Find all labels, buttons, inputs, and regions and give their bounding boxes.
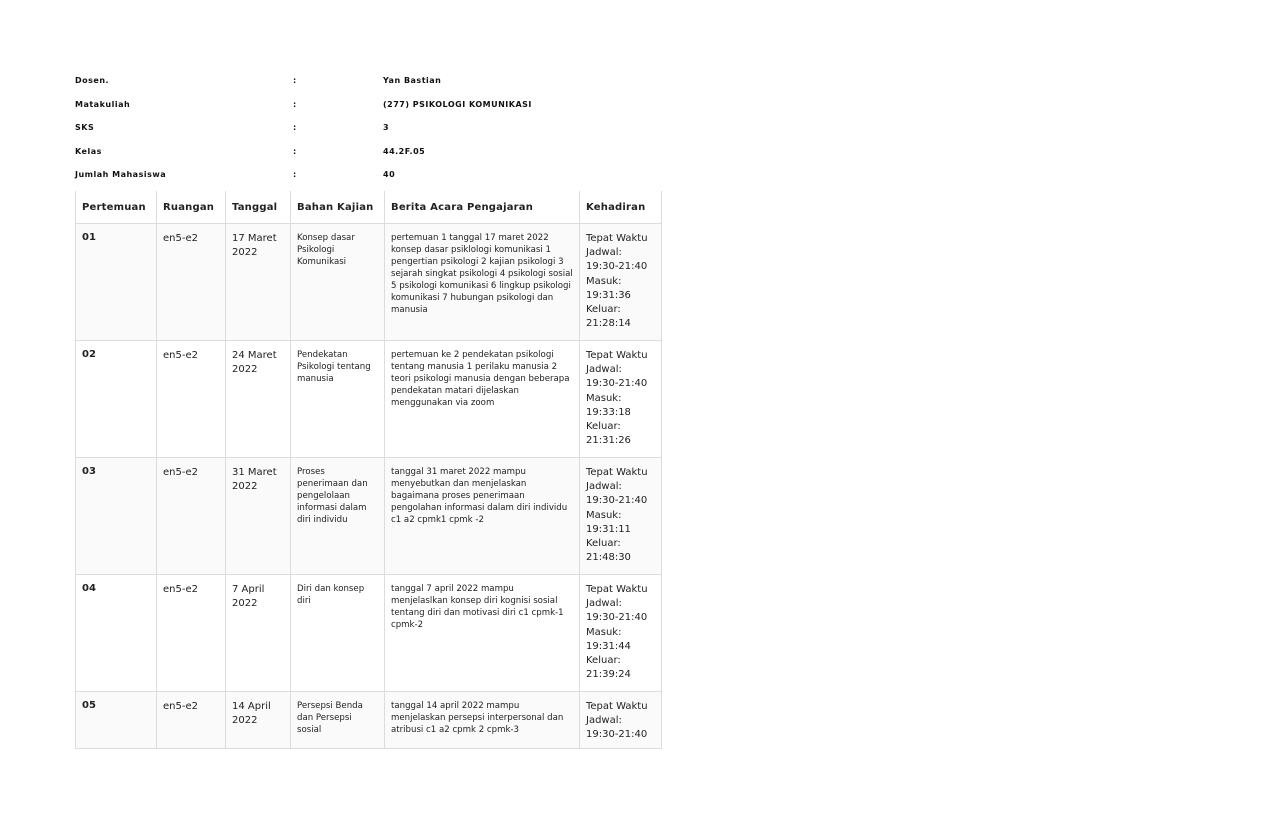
cell-berita-acara: tanggal 7 april 2022 mampu menjelaslkan konsep diri kognisi sosial tentang diri dan motivasi diri c1 cpmk-1 cpmk-2	[385, 575, 580, 692]
cell-berita-acara: pertemuan 1 tanggal 17 maret 2022 konsep dasar psiklologi komunikasi 1 pengertian psikologi 2 kajian psikologi 3 sejarah singkat psikologi 4 psikologi sosial 5 psikologi komunikasi 6 lingkup psikologi komunikasi 7 hubungan psikologi dan manusia	[385, 224, 580, 341]
check-out-label: Keluar:	[586, 655, 621, 667]
check-out-time: 21:28:14	[586, 318, 631, 330]
check-out-time: 21:31:26	[586, 435, 631, 447]
attendance-status: Tepat Waktu	[586, 701, 648, 712]
info-colon: :	[293, 170, 297, 179]
check-in-label: Masuk:	[586, 275, 622, 287]
info-row-dosen	[75, 76, 675, 100]
info-colon: :	[293, 76, 297, 85]
info-value: Yan Bastian	[383, 76, 442, 85]
info-label: Kelas	[75, 146, 102, 156]
info-colon: :	[293, 146, 297, 156]
check-in-label: Masuk:	[586, 509, 622, 521]
cell-tanggal: 7 April 2022	[226, 575, 291, 692]
check-out-label: Keluar:	[586, 421, 621, 433]
check-in-label: Masuk:	[586, 392, 622, 404]
schedule-label: Jadwal:	[586, 364, 622, 376]
info-label: Dosen.	[75, 76, 110, 85]
cell-bahan-kajian: Proses penerimaan dan pengelolaan informasi dalam diri individu	[291, 458, 385, 575]
check-out-time: 21:48:30	[586, 552, 631, 564]
cell-kehadiran	[580, 341, 662, 458]
info-row-kelas	[75, 147, 675, 171]
schedule-time: 19:30-21:40	[586, 612, 648, 624]
cell-bahan-kajian: Konsep dasar Psikologi Komunikasi	[291, 224, 385, 341]
table-row	[76, 692, 662, 749]
teaching-report-table	[75, 191, 662, 749]
check-in-time: 19:33:18	[586, 406, 631, 418]
cell-tanggal: 31 Maret 2022	[226, 458, 291, 575]
schedule-label: Jadwal:	[586, 598, 622, 610]
attendance-status: Tepat Waktu	[586, 584, 648, 595]
cell-berita-acara: tanggal 14 april 2022 mampu menjelaskan persepsi interpersonal dan atribusi c1 a2 cpmk 2 cpmk-3	[385, 692, 580, 749]
schedule-label: Jadwal:	[586, 715, 622, 727]
cell-berita-acara: pertemuan ke 2 pendekatan psikologi tentang manusia 1 perilaku manusia 2 teori psikologi manusia dengan beberapa pendekatan matari dijelaskan menggunakan via zoom	[385, 341, 580, 458]
cell-kehadiran	[580, 692, 662, 749]
check-out-label: Keluar:	[586, 538, 621, 550]
schedule-time: 19:30-21:40	[586, 495, 648, 507]
cell-ruangan: en5-e2	[157, 692, 226, 749]
schedule-label: Jadwal:	[586, 247, 622, 259]
table-row	[76, 341, 662, 458]
header-tanggal: Tanggal	[226, 191, 291, 224]
table-row	[76, 575, 662, 692]
check-in-time: 19:31:36	[586, 289, 631, 301]
cell-tanggal: 24 Maret 2022	[226, 341, 291, 458]
info-row-jumlah-mahasiswa	[75, 170, 675, 194]
check-in-time: 19:31:44	[586, 640, 631, 652]
check-out-time: 21:39:24	[586, 669, 631, 681]
table-header-row	[76, 191, 662, 224]
info-colon: :	[293, 99, 297, 109]
info-colon: :	[293, 123, 297, 132]
check-out-label: Keluar:	[586, 304, 621, 316]
info-value: 40	[383, 170, 396, 179]
check-in-time: 19:31:11	[586, 523, 631, 535]
cell-pertemuan: 04	[76, 575, 157, 692]
cell-bahan-kajian: Persepsi Benda dan Persepsi sosial	[291, 692, 385, 749]
table-row	[76, 458, 662, 575]
header-kehadiran: Kehadiran	[580, 191, 662, 224]
cell-pertemuan: 05	[76, 692, 157, 749]
info-value: (277) PSIKOLOGI KOMUNIKASI	[383, 99, 532, 109]
info-value: 3	[383, 123, 390, 132]
attendance-status: Tepat Waktu	[586, 467, 648, 478]
cell-bahan-kajian: Pendekatan Psikologi tentang manusia	[291, 341, 385, 458]
table-row	[76, 224, 662, 341]
check-in-label: Masuk:	[586, 626, 622, 638]
cell-kehadiran	[580, 224, 662, 341]
cell-tanggal: 17 Maret 2022	[226, 224, 291, 341]
attendance-status: Tepat Waktu	[586, 350, 648, 361]
cell-kehadiran	[580, 458, 662, 575]
cell-pertemuan: 01	[76, 224, 157, 341]
header-ruangan: Ruangan	[157, 191, 226, 224]
cell-pertemuan: 03	[76, 458, 157, 575]
cell-ruangan: en5-e2	[157, 224, 226, 341]
cell-bahan-kajian: Diri dan konsep diri	[291, 575, 385, 692]
cell-ruangan: en5-e2	[157, 575, 226, 692]
course-info	[75, 76, 675, 194]
schedule-time: 19:30-21:40	[586, 261, 648, 273]
info-value: 44.2F.05	[383, 146, 426, 156]
header-bahan-kajian: Bahan Kajian	[291, 191, 385, 224]
cell-kehadiran	[580, 575, 662, 692]
info-row-matakuliah	[75, 100, 675, 124]
cell-pertemuan: 02	[76, 341, 157, 458]
info-label: SKS	[75, 123, 95, 132]
attendance-status: Tepat Waktu	[586, 233, 648, 244]
cell-ruangan: en5-e2	[157, 341, 226, 458]
header-pertemuan: Pertemuan	[76, 191, 157, 224]
header-berita-acara: Berita Acara Pengajaran	[385, 191, 580, 224]
schedule-time: 19:30-21:40	[586, 729, 648, 741]
cell-berita-acara: tanggal 31 maret 2022 mampu menyebutkan dan menjelaskan bagaimana proses penerimaan pengolahan informasi dalam diri individu c1 a2 cpmk1 cpmk -2	[385, 458, 580, 575]
info-row-sks	[75, 123, 675, 147]
info-label: Jumlah Mahasiswa	[75, 170, 167, 179]
cell-tanggal: 14 April 2022	[226, 692, 291, 749]
cell-ruangan: en5-e2	[157, 458, 226, 575]
schedule-label: Jadwal:	[586, 481, 622, 493]
info-label: Matakuliah	[75, 99, 131, 109]
schedule-time: 19:30-21:40	[586, 378, 648, 390]
